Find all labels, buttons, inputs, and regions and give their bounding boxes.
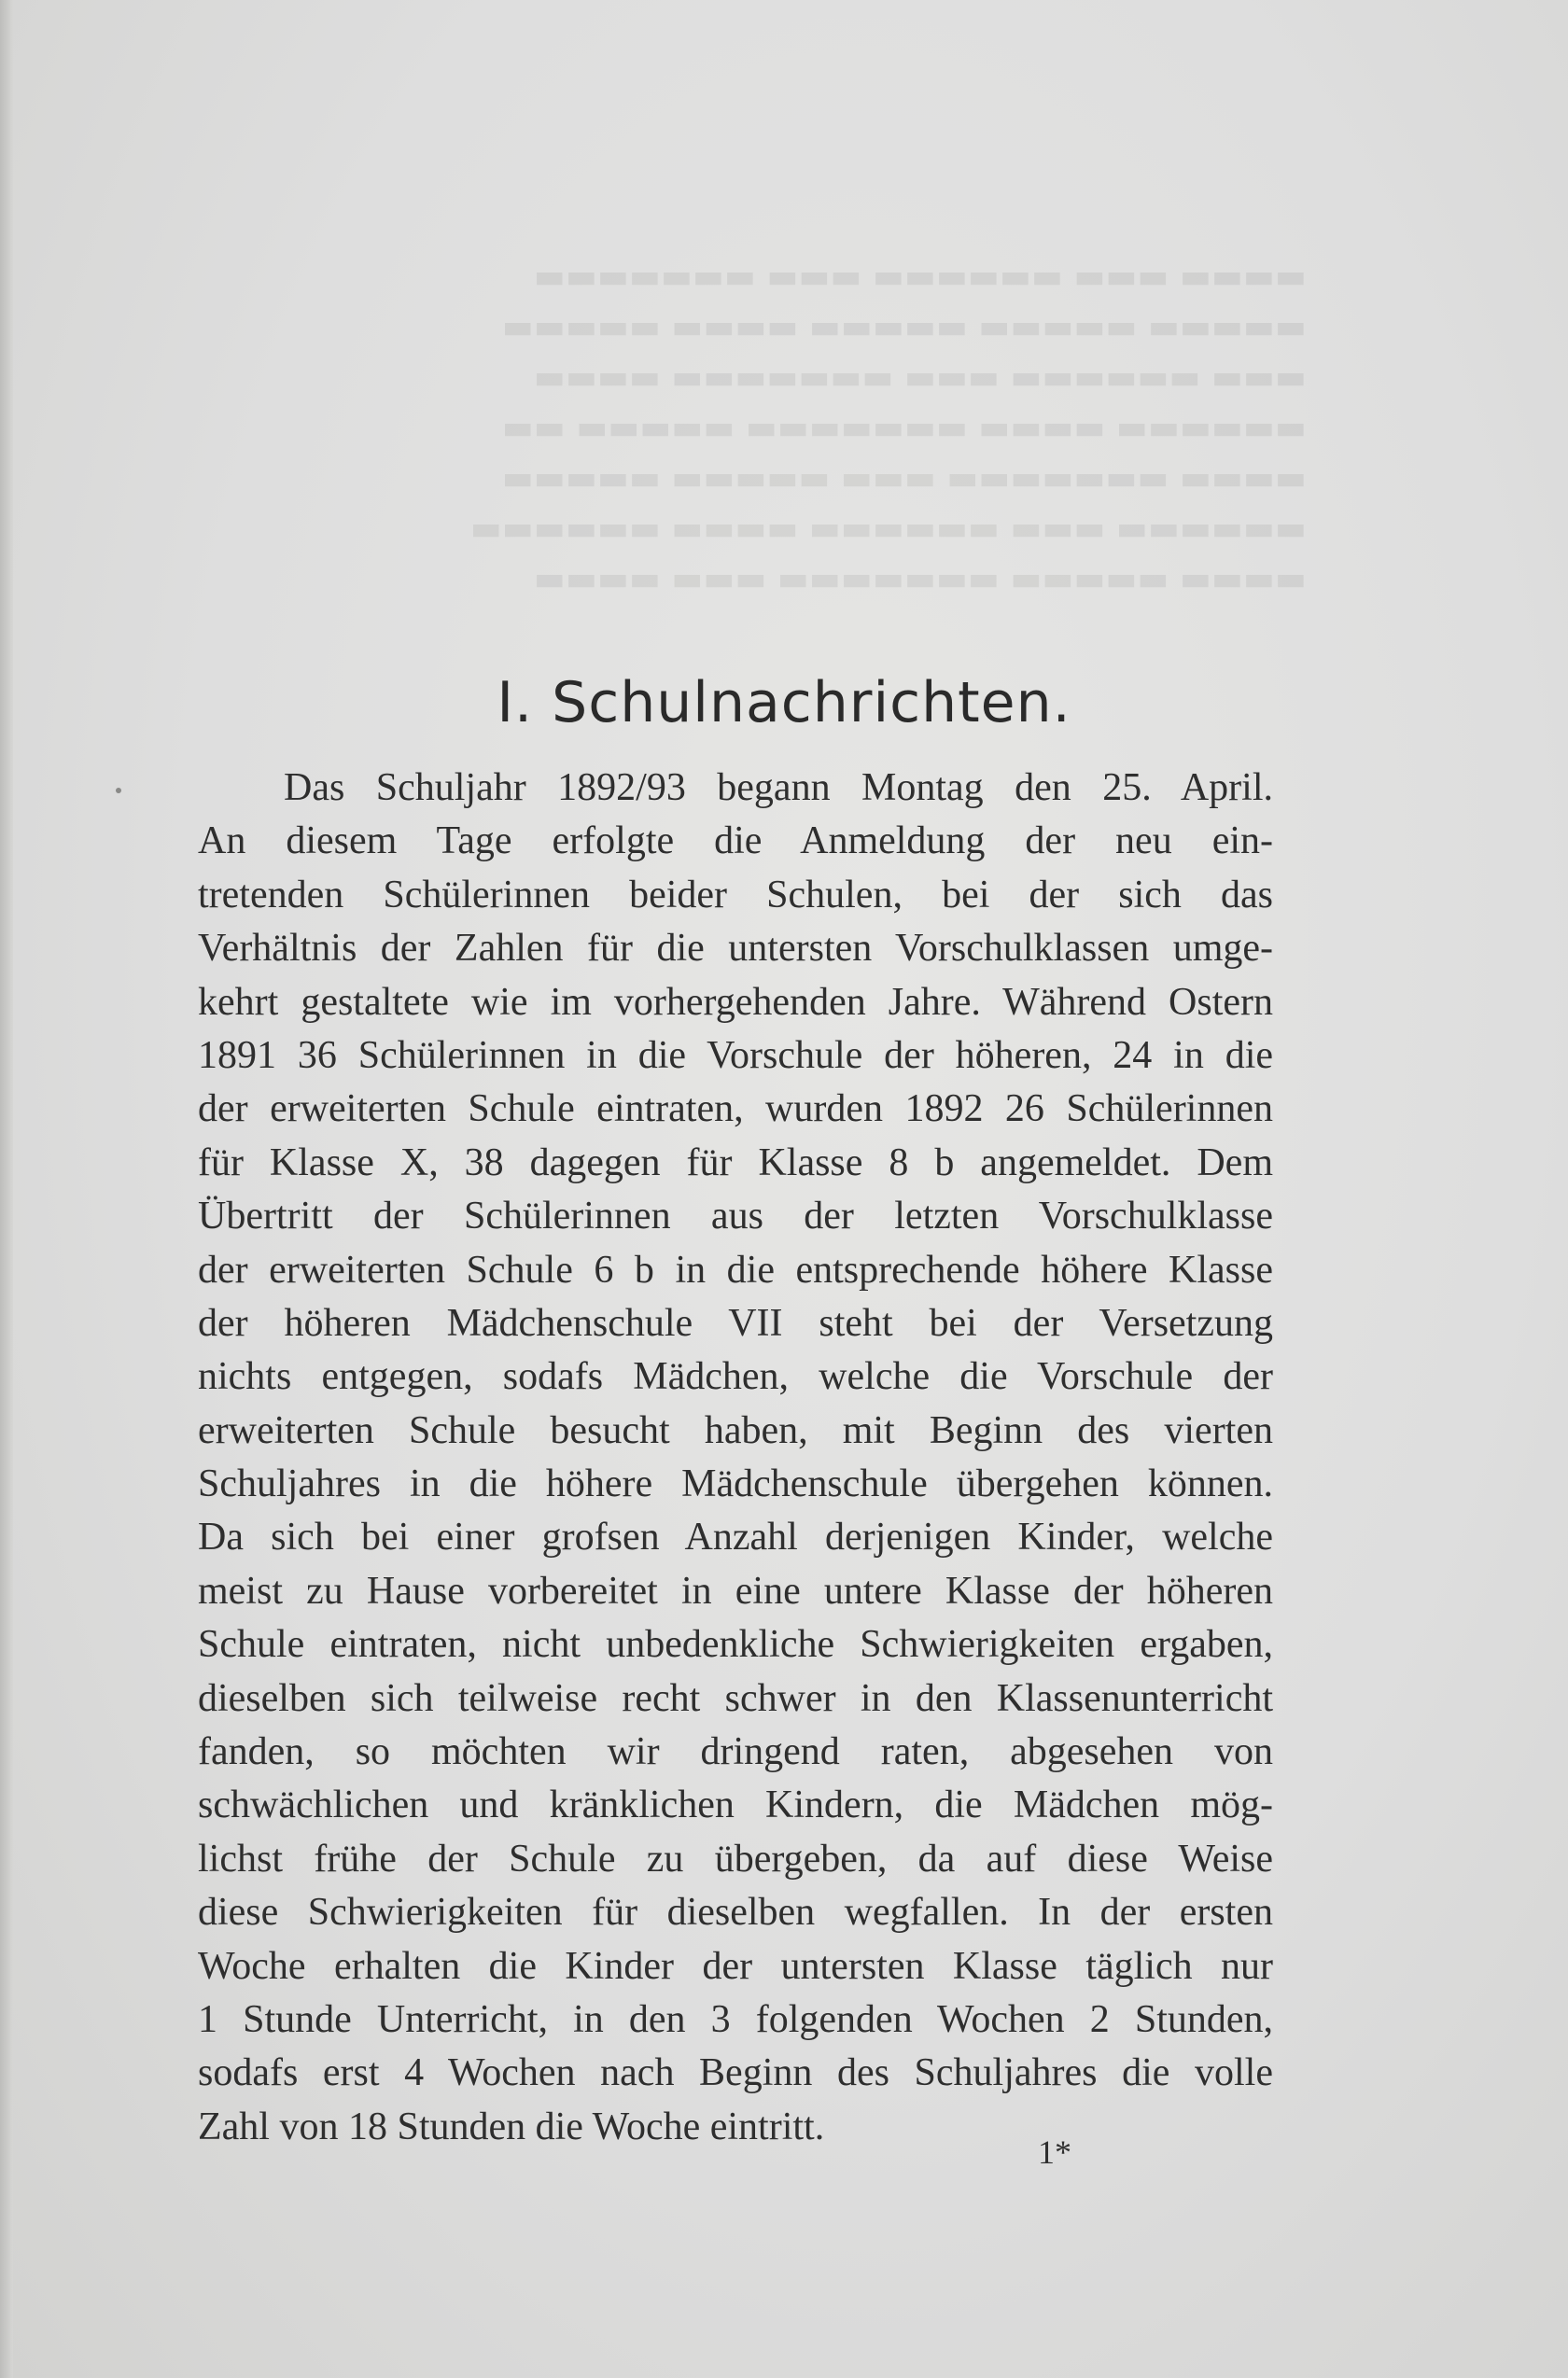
text-line: erweiterten Schule besucht haben, mit Beginn des vierten [198,1408,1273,1452]
text-line: der erweiterten Schule eintraten, wurden 1892 26 Schülerinnen [198,1087,1273,1131]
text-line: Das Schuljahr 1892/93 begann Montag den 25. April. [284,766,1273,809]
text-line: An diesem Tage erfolgte die Anmeldung der neu ein- [198,819,1273,863]
text-line: dieselben sich teilweise recht schwer in den Klassenunterricht [198,1676,1273,1720]
show-through-texture: ▬▬▬▬ ▬▬▬ ▬▬▬▬▬▬ ▬▬▬ ▬▬▬▬▬▬▬ ▬▬▬▬▬ ▬▬▬▬▬ ▬▬▬▬▬ ▬▬▬▬ ▬▬▬▬▬ ▬▬▬ ▬▬▬▬▬▬ ▬▬▬ ▬▬▬▬▬▬▬ ▬▬▬▬ ▬▬▬▬▬▬ ▬▬▬▬ ▬▬▬▬▬▬▬ ▬▬▬▬▬ ▬▬ ▬▬▬▬ ▬▬▬▬▬▬▬ ▬▬▬ ▬▬▬▬▬ ▬▬▬▬▬ ▬▬▬▬▬▬ ▬▬▬ ▬▬▬▬▬▬ ▬▬▬▬ ▬▬▬▬▬▬ ▬▬▬▬ ▬▬▬▬▬ ▬▬▬▬▬▬▬ ▬▬▬ ▬▬▬▬ [469,258,1307,598]
text-line: lichst frühe der Schule zu übergeben, da auf diese Weise [198,1837,1273,1881]
text-line: 1 Stunde Unterricht, in den 3 folgenden Wochen 2 Stunden, [198,1997,1273,2041]
signature-mark: 1* [1038,2133,1071,2171]
text-line: sodafs erst 4 Wochen nach Beginn des Schuljahres die volle [198,2051,1273,2095]
text-line: der höheren Mädchenschule VII steht bei der Versetzung [198,1301,1273,1345]
text-line: Schule eintraten, nicht unbedenkliche Schwierigkeiten ergaben, [198,1623,1273,1667]
text-line: Schuljahres in die höhere Mädchenschule übergehen können. [198,1462,1273,1506]
paper-speck [116,788,121,793]
text-line: der erweiterten Schule 6 b in die entsprechende höhere Klasse [198,1248,1273,1292]
text-line: diese Schwierigkeiten für dieselben wegfallen. In der ersten [198,1891,1273,1935]
binding-edge [0,0,13,2378]
text-line: tretenden Schülerinnen beider Schulen, bei der sich das [198,873,1273,916]
text-line: meist zu Hause vorbereitet in eine untere Klasse der höheren [198,1569,1273,1613]
text-line: 1891 36 Schülerinnen in die Vorschule der höheren, 24 in die [198,1033,1273,1077]
text-line: schwächlichen und kränklichen Kindern, die Mädchen mög- [198,1784,1273,1827]
text-line: Übertritt der Schülerinnen aus der letzten Vorschulklasse [198,1195,1273,1238]
text-line: fanden, so möchten wir dringend raten, abgesehen von [198,1730,1273,1774]
text-line: kehrt gestaltete wie im vorhergehenden Jahre. Während Ostern [198,980,1273,1024]
text-line: Verhältnis der Zahlen für die untersten Vorschulklassen umge- [198,927,1273,971]
text-line: für Klasse X, 38 dagegen für Klasse 8 b angemeldet. Dem [198,1140,1273,1184]
text-line: Zahl von 18 Stunden die Woche eintritt. [198,2105,825,2148]
text-line: Woche erhalten die Kinder der untersten Klasse täglich nur [198,1944,1273,1988]
body-paragraph [198,762,1273,2154]
section-heading: I. Schulnachrichten. [497,670,1071,735]
text-line: Da sich bei einer grofsen Anzahl derjenigen Kinder, welche [198,1516,1273,1560]
text-line: nichts entgegen, sodafs Mädchen, welche die Vorschule der [198,1355,1273,1399]
